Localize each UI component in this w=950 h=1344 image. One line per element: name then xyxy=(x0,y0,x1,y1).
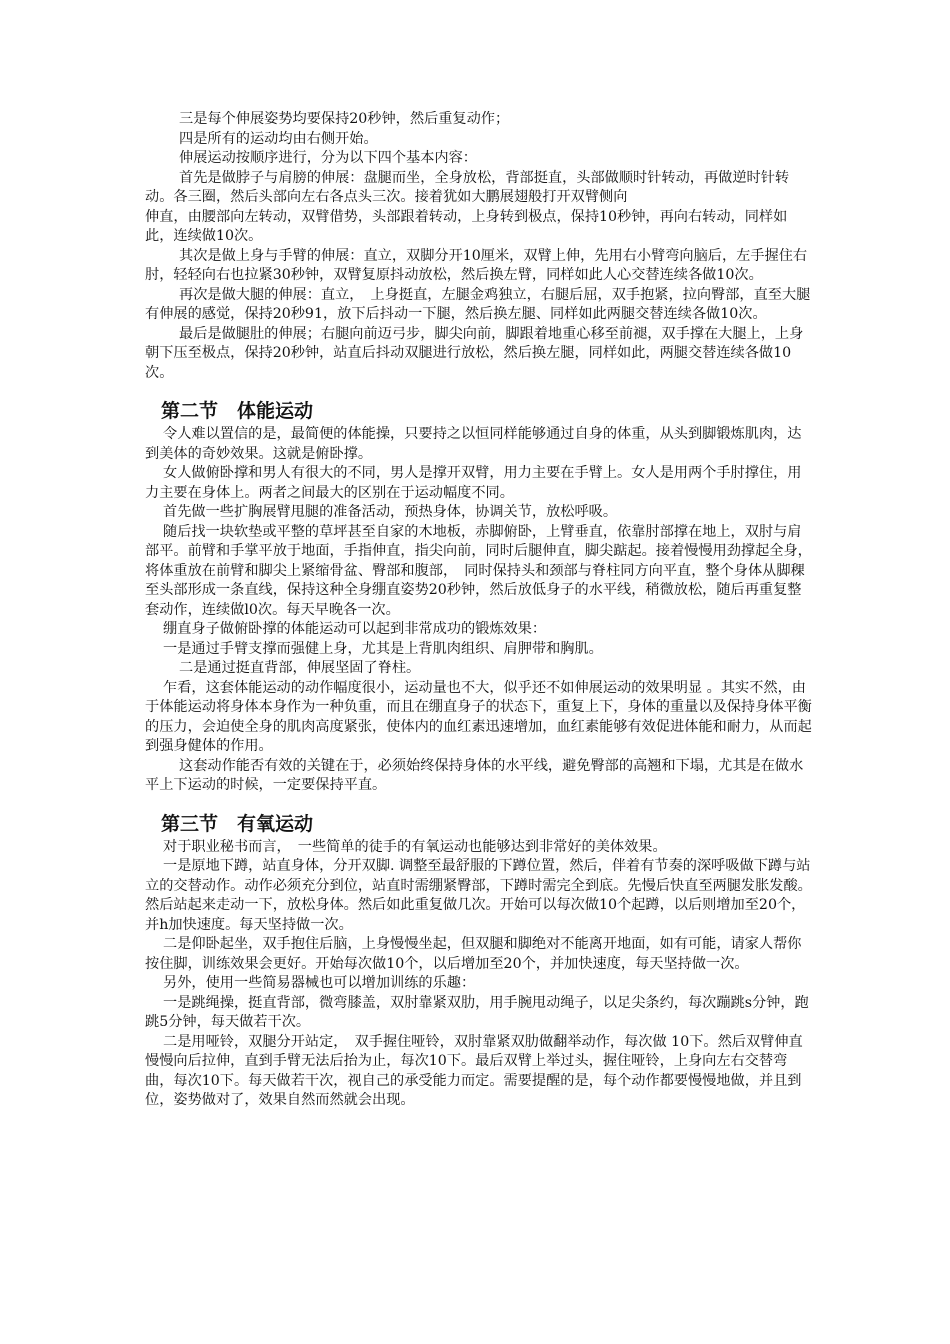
paragraph: 随后找一块软垫或平整的草坪甚至自家的木地板，赤脚俯卧，上臂垂直，依靠肘部撑在地上，双肘与肩部平。前臂和手掌平放于地面，手指伸直，指尖向前，同时后腿伸直，脚尖踮起。接着慢慢用劲撑起全身，将体重放在前臂和脚尖上紧缩骨盆、臀部和腹部， 同时保持头和颈部与脊柱同方向平直，整个身体从脚稞至头部形成一条直线，保持这种全身绷直姿势20秒钟，然后放低身子的水平线，稍微放松，随后再重复整套动作，连续做l0次。每天早晚各一次。 xyxy=(145,523,812,618)
paragraph: 首先是做脖子与肩膀的伸展：盘腿而坐，全身放松，背部挺直，头部做顺时针转动，再做逆时针转动。各三圈，然后头部向左右各点头三次。接着犹如大鹏展翅般打开双臂侧向 xyxy=(145,169,790,205)
paragraph: 令人难以置信的是，最简便的体能操，只要持之以恒同样能够通过自身的体重，从头到脚锻炼肌肉，达到美体的奇妙效果。这就是俯卧撑。 xyxy=(145,426,802,462)
paragraph: 一是跳绳操，挺直背部，微弯膝盖，双肘靠紧双肋，用手腕甩动绳子，以足尖条约，每次蹦跳s分钟，跑跳5分钟，每天做若干次。 xyxy=(145,994,809,1030)
paragraph: 四是所有的运动均由右侧开始。 xyxy=(179,130,378,147)
paragraph: 绷直身子做俯卧撑的体能运动可以起到非常成功的锻炼效果： xyxy=(163,621,547,637)
paragraph: 乍看，这套体能运动的动作幅度很小，运动量也不大，似乎还不如伸展运动的效果明显 。其实不然，由于体能运动将身体本身作为一种负重，而且在绷直身子的状态下，重复上下，身体的重量以及保持身体平衡的压力，会迫使全身的肌肉高度紧张，使体内的血红素迅速增加，血红素能够有效促进体能和耐力，从而起到强身健体的作用。 xyxy=(145,679,812,754)
paragraph: 最后是做腿肚的伸展；右腿向前迈弓步，脚尖向前，脚跟着地重心移至前褪，双手撑在大腿上，上身朝下压至极点，保持20秒钟，站直后抖动双腿进行放松，然后换左腿，同样如此，两腿交替连续各做10次。 xyxy=(145,325,804,381)
section-heading: 第二节 体能运动 xyxy=(161,400,314,422)
paragraph: 一是通过手臂支撑而强健上身，尤其是上背肌肉组织、肩胛带和胸肌。 xyxy=(163,640,603,657)
section-heading: 第三节 有氧运动 xyxy=(161,812,314,835)
paragraph: 对于职业秘书而言， 一些简单的徒手的有氧运动也能够达到非常好的美体效果。 xyxy=(163,838,667,855)
paragraph: 一是原地下蹲，站直身体，分开双脚. 调整至最舒服的下蹲位置，然后，伴着有节奏的深呼吸做下蹲与站立的交替动作。动作必须充分到位，站直时需绷紧臀部，下蹲时需完全到底。先慢后快直至两腿发胀发酸。然后站起来走动一下，放松身体。然后如此重复做几次。开始可以每次做10个起蹲，以后则增加至20个，并h加快速度。每天坚持做一次。 xyxy=(145,858,812,933)
paragraph: 二是仰卧起坐，双手抱住后脑，上身慢慢坐起，但双腿和脚绝对不能离开地面，如有可能，请家人帮你按住脚，训练效果会更好。开始每次做10个，以后增加至20个，并加快速度，每天坚持做一次。 xyxy=(145,936,802,972)
paragraph: 伸直，由腰部向左转动，双臂借势，头部跟着转动，上身转到极点，保持10秒钟，再向右转动，同样如此，连续做10次。 xyxy=(145,208,788,244)
paragraph: 其次是做上身与手臂的伸展：直立，双脚分开10厘米，双臂上伸，先用右小臂弯向脑后，左手握住右肘，轻轻向右也拉紧30秒钟，双臂复原抖动放松，然后换左臂，同样如此人心交替连续各做10次。 xyxy=(145,247,808,283)
paragraph: 二是通过挺直背部，伸展坚固了脊柱。 xyxy=(179,660,421,676)
paragraph: 三是每个伸展姿势均要保持20秒钟，然后重复动作； xyxy=(179,111,510,127)
paragraph: 女人做俯卧撑和男人有很大的不同，男人是撑开双臂，用力主要在手臂上。女人是用两个手肘撑住，用力主要在身体上。两者之间最大的区别在于运动幅度不同。 xyxy=(145,465,802,501)
paragraph: 首先做一些扩胸展臂甩腿的准备活动，预热身体，协调关节，放松呼吸。 xyxy=(163,504,618,520)
paragraph: 伸展运动按顺序进行，分为以下四个基本内容： xyxy=(179,150,477,166)
paragraph: 二是用哑铃，双腿分开站定， 双手握住哑铃，双肘靠紧双肋做翻举动作，每次做 10下。然后双臂伸直慢慢向后拉伸，直到手臂无法后抬为止，每次10下。最后双臂上举过头，握住哑铃，上身向左右交替弯曲，每次10下。每天做若干次，视自己的承受能力而定。需要提醒的是，每个动作都要慢慢地做，并且到位，姿势做对了，效果自然而然就会出现。 xyxy=(145,1033,803,1108)
paragraph: 再次是做大腿的伸展：直立， 上身挺直，左腿金鸡独立，右腿后屈，双手抱紧，拉向臀部，直至大腿有伸展的感觉，保持20秒91，放下后抖动一下腿，然后换左腿、同样如此两腿交替连续各做10次。 xyxy=(145,286,811,322)
paragraph: 这套动作能否有效的关键在于，必须始终保持身体的水平线，避免臀部的高翘和下塌，尤其是在做水平上下运动的时候，一定要保持平直。 xyxy=(145,757,804,793)
document-page xyxy=(145,110,815,1111)
paragraph: 另外，使用一些简易器械也可以增加训练的乐趣： xyxy=(163,975,476,991)
